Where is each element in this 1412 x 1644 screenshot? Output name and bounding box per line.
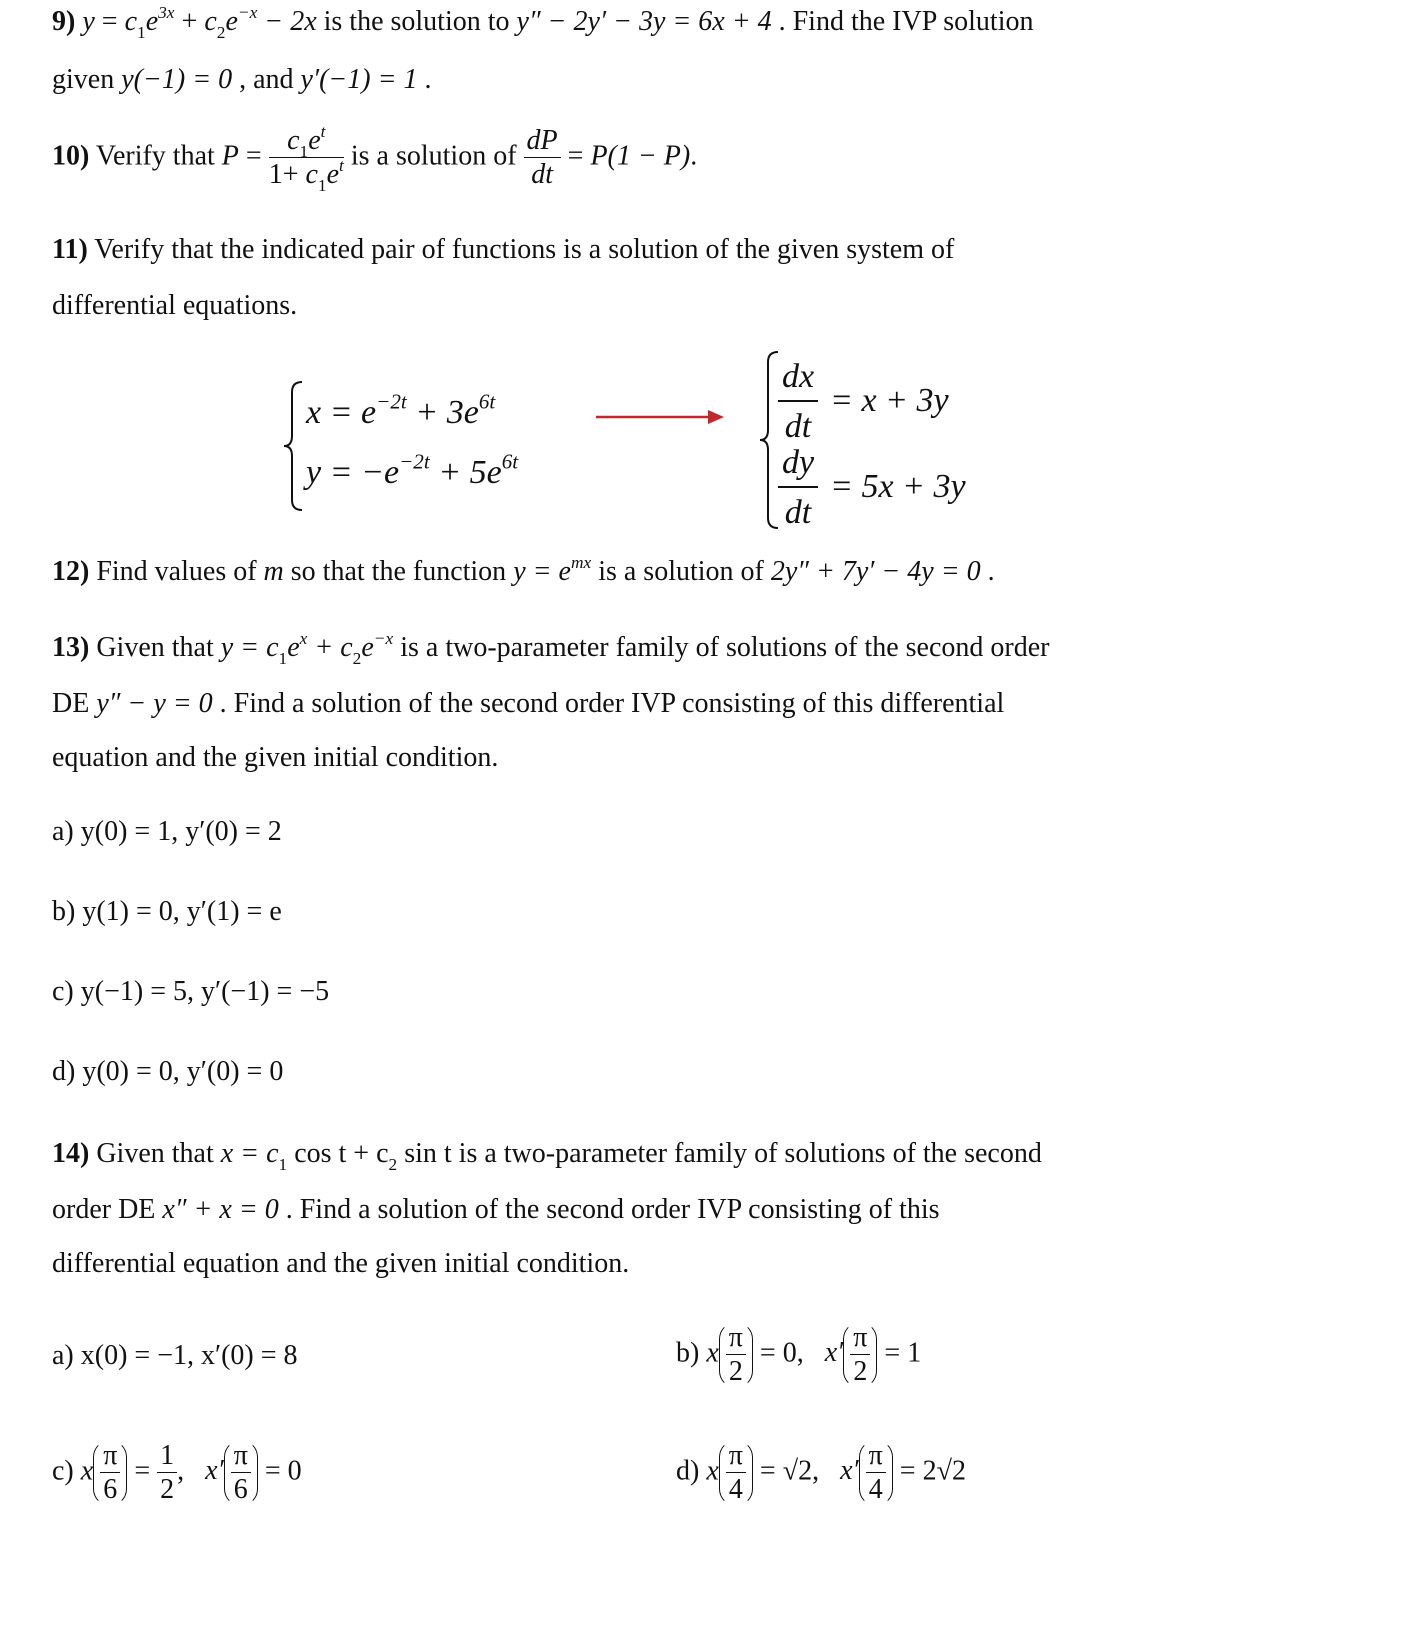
problem-14-text1: Given that	[89, 1138, 221, 1169]
problem-12-ode: 2y″ + 7y′ − 4y = 0	[770, 556, 981, 587]
problem-13-number: 13)	[52, 632, 90, 663]
problem-10	[52, 121, 698, 196]
left-system-brace	[282, 380, 304, 519]
problem-13-d: d) y(0) = 0, y′(0) = 0	[52, 1056, 284, 1087]
problem-10-fraction-numerator: $c_1e^t$	[269, 126, 344, 158]
problem-12-func-exp: mx	[570, 552, 592, 572]
problem-9-tail: − 2x	[257, 6, 317, 37]
problem-12-end: .	[980, 556, 995, 587]
problem-9-line2a: given	[52, 64, 122, 95]
right-dy: dy	[781, 444, 815, 481]
problem-9-exp1: 3x	[158, 2, 175, 22]
right-dt-2: dt	[784, 494, 812, 531]
problem-10-P: P	[221, 140, 239, 172]
problem-13-text2: is a two-parameter family of solutions of the second order	[393, 632, 1050, 663]
problem-9-c1-sub: 1	[137, 22, 146, 42]
right-system-eq1: = x + 3y	[830, 382, 949, 419]
problem-10-derivative: $\frac{dP}{dt}$	[524, 126, 561, 190]
problem-14-ode: x″ + x = 0	[162, 1194, 279, 1225]
problem-10-rhs: P(1 − P)	[590, 140, 691, 172]
problem-12	[52, 552, 995, 587]
right-frac-bar-1	[778, 400, 818, 402]
problem-13-a: a) y(0) = 1, y′(0) = 2	[52, 816, 282, 847]
problem-11-line-2: differential equations.	[52, 290, 298, 321]
problem-13-text1: Given that	[89, 632, 221, 663]
problem-13-c: c) y(−1) = 5, y′(−1) = −5	[52, 976, 330, 1007]
problem-9-ode: y″ − 2y′ − 3y = 6x + 4	[516, 6, 772, 37]
problem-11-number: 11)	[52, 234, 88, 265]
problem-14-line-3: differential equation and the given initial condition.	[52, 1248, 630, 1279]
problem-14-a: a) x(0) = −1, x′(0) = 8	[52, 1340, 298, 1371]
problem-9-text1: is the solution to	[316, 6, 517, 37]
problem-9-cond1: y(−1) = 0	[121, 64, 233, 95]
problem-9-line-2	[52, 66, 432, 94]
problem-9-equals: =	[94, 6, 125, 37]
problem-12-text1: Find values of	[89, 556, 264, 587]
problem-10-mid: is a solution of	[350, 140, 524, 172]
problem-12-text3: is a solution of	[591, 556, 771, 587]
problem-13-line-3: equation and the given initial condition.	[52, 742, 499, 773]
problem-9-e2: e	[225, 6, 238, 37]
arrow-icon	[596, 408, 726, 426]
problem-11-text: Verify that the indicated pair of functions is a solution of the given system of	[87, 234, 955, 265]
problem-10-verify: Verify that	[89, 140, 222, 172]
problem-14-d: d) x $\frac{\pi}{4}$ = √2, x′ $\frac{\pi}{4}$ = 2√2	[676, 1440, 966, 1506]
problem-10-rhs-equals: =	[560, 140, 591, 172]
problem-14-line-2: order DE x″ + x = 0 . Find a solution of the second order IVP consisting of this	[52, 1194, 940, 1225]
problem-10-end: .	[690, 140, 698, 172]
right-system-eq2: = 5x + 3y	[830, 468, 966, 505]
problem-11-line-1	[52, 236, 954, 264]
problem-13-b: b) y(1) = 0, y′(1) = e	[52, 896, 282, 927]
right-system-brace	[758, 350, 780, 537]
problem-12-m: m	[263, 556, 284, 587]
problem-9-exp2: −x	[237, 2, 258, 22]
right-dx: dx	[781, 358, 815, 395]
problem-9-cond2: y′(−1) = 1	[300, 64, 418, 95]
right-dt-1: dt	[784, 408, 812, 445]
problem-9-number: 9)	[52, 6, 76, 37]
problem-9-line2b: , and	[232, 64, 301, 95]
left-system-y: $y = -e^{-2t} + 5e^{6t}$	[306, 449, 519, 491]
problem-9-line-1	[52, 2, 1034, 42]
problem-14-number: 14)	[52, 1138, 90, 1169]
problem-14-c: c) x $\frac{\pi}{6}$ = $\frac{1}{2}$ , x′ $\frac{\pi}{6}$ = 0	[52, 1440, 302, 1506]
problem-9-e1: e	[145, 6, 159, 37]
problem-12-text2: so that the function	[283, 556, 514, 587]
problem-14-text2: is a two-parameter family of solutions of the second	[451, 1138, 1042, 1169]
problem-14-b: b) x $\frac{\pi}{2}$ = 0, x′ $\frac{\pi}{2}$ = 1	[676, 1322, 922, 1388]
problem-13-ode: y″ − y = 0	[96, 688, 213, 719]
problem-10-fraction-denominator: $1+ c_1e^t$	[268, 156, 344, 196]
problem-14-line-1: 14) Given that $x = c_1$ $\cos t + c_2$ sin t is a two-parameter family of solutions of the second	[52, 1138, 1042, 1174]
problem-9-line2c: .	[417, 64, 432, 95]
problem-10-number: 10)	[52, 140, 90, 172]
problem-9-y: y	[82, 6, 95, 37]
problem-9-plus: +	[174, 6, 205, 37]
problem-12-func: y = e	[513, 556, 571, 587]
problem-13-line-1: 13) Given that $y = c_1e^x + c_2e^{-x}$ is a two-parameter family of solutions of the second order	[52, 628, 1050, 668]
problem-10-fraction	[268, 121, 344, 196]
problem-9-c2: c	[204, 6, 217, 37]
problem-10-equals: =	[238, 140, 269, 172]
problem-9-c2-sub: 2	[216, 22, 226, 42]
problem-12-number: 12)	[52, 556, 90, 587]
problem-9-c1: c	[124, 6, 137, 37]
right-frac-bar-2	[778, 486, 818, 488]
left-system-x: $x = e^{-2t} + 3e^{6t}$	[306, 389, 496, 431]
problem-13-line-2: DE y″ − y = 0 . Find a solution of the second order IVP consisting of this differential	[52, 688, 1005, 719]
problem-9-text2: . Find the IVP solution	[771, 6, 1034, 37]
problem-14-fam: x = c	[220, 1138, 279, 1169]
problem-13-fam: y = c	[220, 632, 279, 663]
